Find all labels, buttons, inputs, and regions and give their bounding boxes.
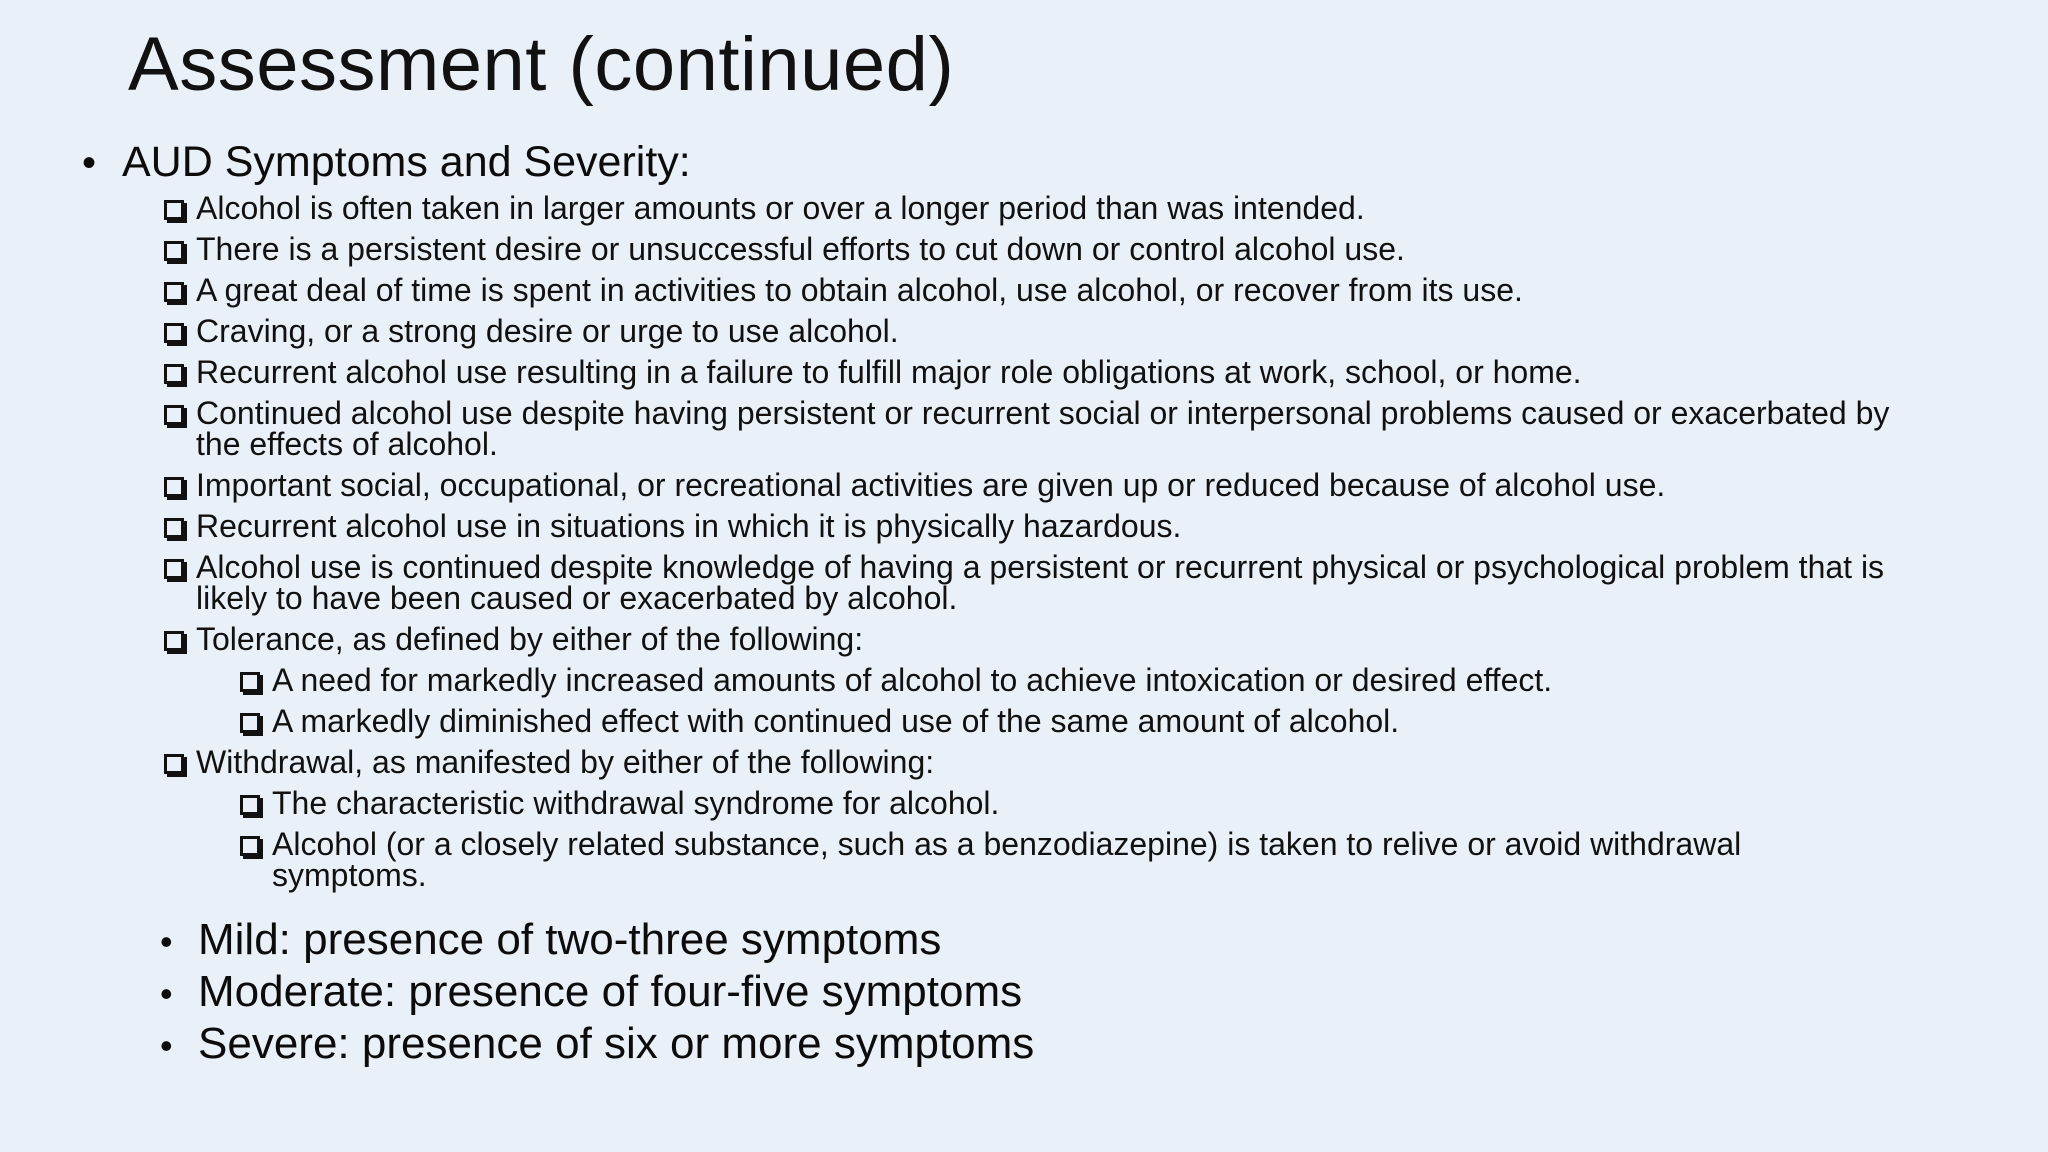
- symptom-item: Recurrent alcohol use in situations in which it is physically hazardous.: [164, 511, 1944, 542]
- symptom-item: Recurrent alcohol use resulting in a failure to fulfill major role obligations at work, school, or home.: [164, 357, 1944, 388]
- checkbox-outline-icon: [164, 323, 184, 343]
- section-heading: [82, 136, 691, 189]
- symptom-item: Important social, occupational, or recreational activities are given up or reduced because of alcohol use.: [164, 470, 1944, 501]
- checkbox-outline-icon: [240, 672, 260, 692]
- severity-moderate: • Moderate: presence of four-five symptoms: [160, 966, 1022, 1020]
- bullet-dot-icon: •: [160, 1025, 173, 1066]
- checkbox-outline-icon: [164, 754, 184, 774]
- severity-mild: • Mild: presence of two-three symptoms: [160, 914, 941, 968]
- bullet-dot-icon: •: [160, 973, 173, 1014]
- tolerance-subitem: A need for markedly increased amounts of alcohol to achieve intoxication or desired effect.: [240, 665, 1860, 696]
- checkbox-outline-icon: [164, 559, 184, 579]
- symptom-item: Continued alcohol use despite having persistent or recurrent social or interpersonal problems caused or exacerbated by the effects of alcohol.: [164, 398, 1924, 460]
- symptom-item: A great deal of time is spent in activities to obtain alcohol, use alcohol, or recover from its use.: [164, 275, 1944, 306]
- slide-title: Assessment (continued): [128, 22, 955, 107]
- checkbox-outline-icon: [164, 631, 184, 651]
- checkbox-outline-icon: [240, 836, 260, 856]
- checkbox-outline-icon: [164, 241, 184, 261]
- checkbox-outline-icon: [164, 477, 184, 497]
- symptom-item: Alcohol use is continued despite knowledge of having a persistent or recurrent physical or psychological problem that is likely to have been caused or exacerbated by alcohol.: [164, 552, 1934, 614]
- symptom-item: Tolerance, as defined by either of the following:: [164, 624, 1944, 655]
- checkbox-outline-icon: [164, 518, 184, 538]
- section-heading-text: AUD Symptoms and Severity:: [122, 138, 691, 186]
- withdrawal-subitem: The characteristic withdrawal syndrome for alcohol.: [240, 788, 1860, 819]
- symptom-item: Withdrawal, as manifested by either of the following:: [164, 747, 1944, 778]
- severity-severe: • Severe: presence of six or more symptoms: [160, 1018, 1034, 1072]
- checkbox-outline-icon: [164, 405, 184, 425]
- symptom-item: Alcohol is often taken in larger amounts or over a longer period than was intended.: [164, 193, 1944, 224]
- bullet-dot-icon: •: [82, 141, 97, 185]
- symptom-item: There is a persistent desire or unsuccessful efforts to cut down or control alcohol use.: [164, 234, 1944, 265]
- checkbox-outline-icon: [164, 364, 184, 384]
- symptom-item: Craving, or a strong desire or urge to use alcohol.: [164, 316, 1944, 347]
- bullet-dot-icon: •: [160, 921, 173, 962]
- checkbox-outline-icon: [164, 200, 184, 220]
- checkbox-outline-icon: [240, 795, 260, 815]
- checkbox-outline-icon: [240, 713, 260, 733]
- withdrawal-subitem: Alcohol (or a closely related substance, such as a benzodiazepine) is taken to relive or avoid withdrawal symptoms.: [240, 829, 1800, 891]
- checkbox-outline-icon: [164, 282, 184, 302]
- tolerance-subitem: A markedly diminished effect with continued use of the same amount of alcohol.: [240, 706, 1860, 737]
